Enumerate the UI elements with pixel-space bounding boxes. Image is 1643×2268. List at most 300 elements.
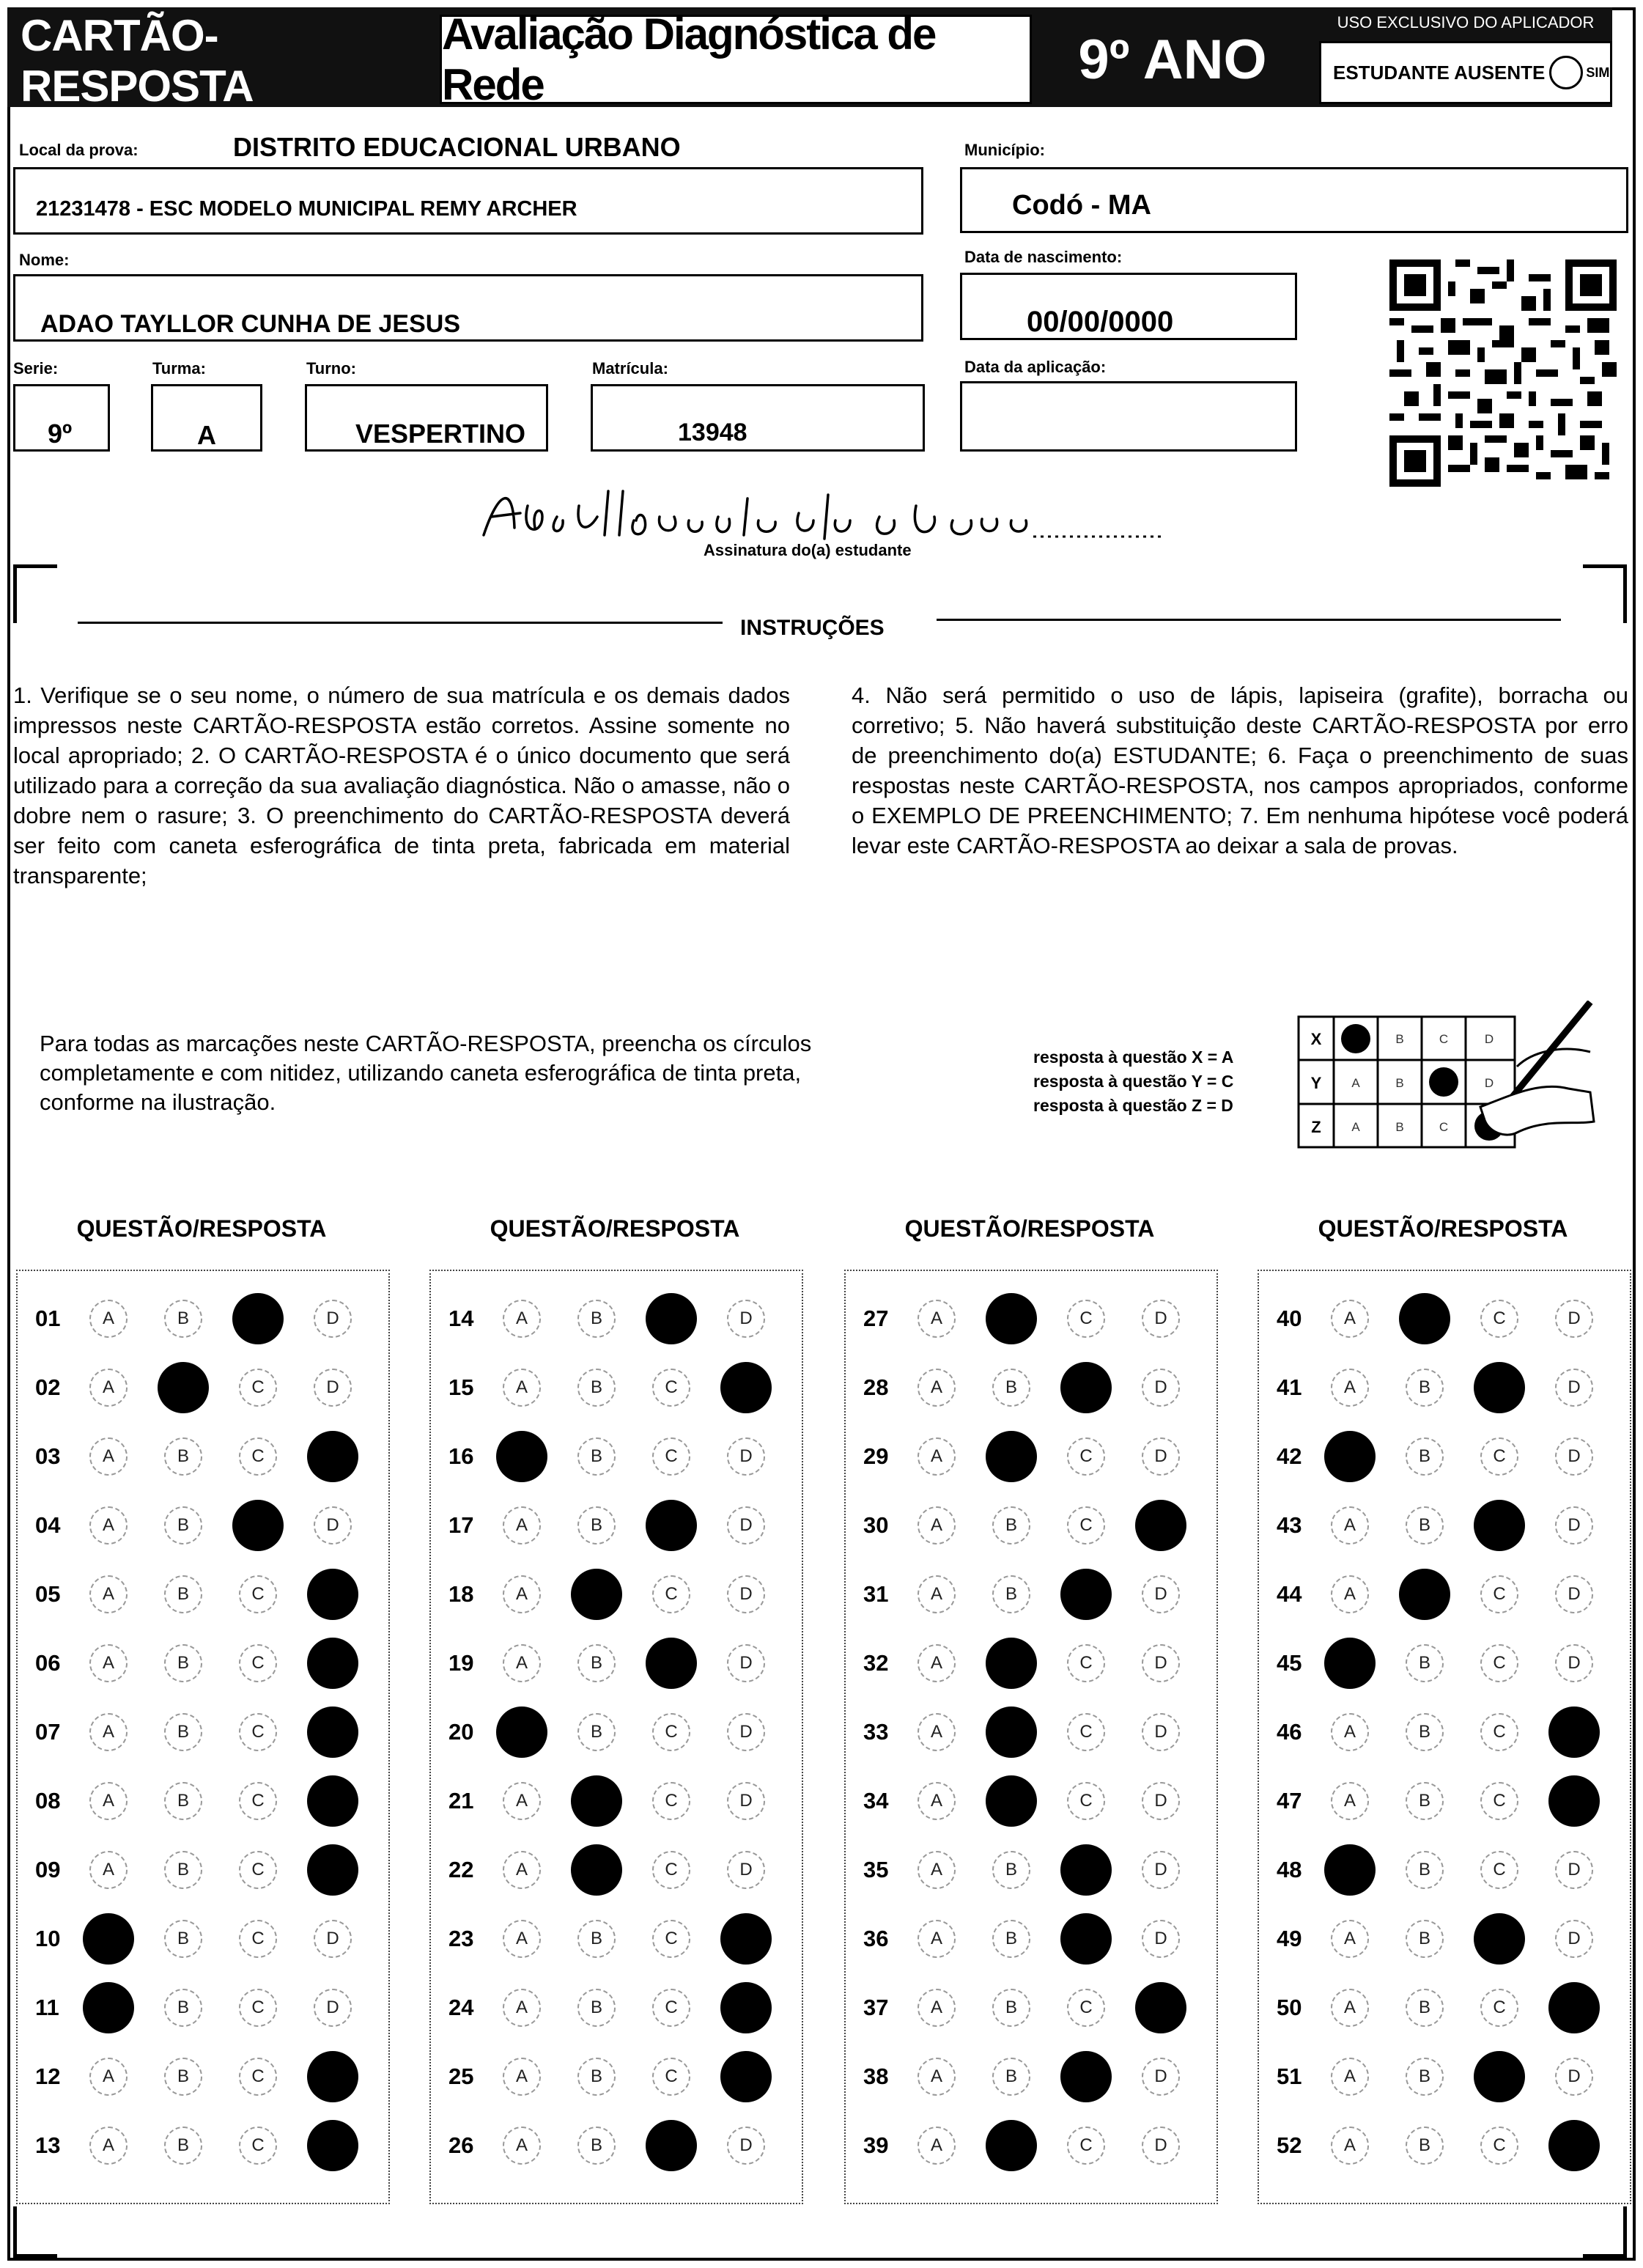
bubble-30-b[interactable]: B [992,1506,1030,1544]
bubble-12-c[interactable]: C [239,2058,277,2096]
question-number: 38 [863,2063,889,2089]
svg-text:B: B [1395,1076,1404,1090]
answer-row-06 [23,1629,388,1698]
bubble-31-c-filled[interactable] [1060,1569,1112,1620]
bubble-20-c[interactable]: C [652,1713,690,1751]
bubble-38-c-filled[interactable] [1060,2051,1112,2102]
bubble-16-d[interactable]: D [727,1437,765,1476]
bubble-01-c-filled[interactable] [232,1293,284,1344]
bubble-24-d-filled[interactable] [720,1982,772,2033]
question-number: 52 [1277,2132,1302,2158]
svg-text:A: A [1351,1076,1360,1090]
bubble-15-c[interactable]: C [652,1369,690,1407]
bubble-49-d[interactable]: D [1555,1920,1593,1958]
bubble-24-c[interactable]: C [652,1989,690,2027]
corner-bottom-left [13,2206,57,2258]
bubble-29-d[interactable]: D [1142,1437,1180,1476]
bubble-36-a[interactable]: A [918,1920,956,1958]
bubble-37-d-filled[interactable] [1135,1982,1186,2033]
bubble-25-a[interactable]: A [503,2058,541,2096]
question-number: 43 [1277,1512,1302,1538]
bubble-16-c[interactable]: C [652,1437,690,1476]
question-number: 06 [35,1650,61,1676]
bubble-09-d-filled[interactable] [307,1844,358,1896]
student-absent-bubble[interactable] [1549,56,1583,89]
bubble-20-a-filled[interactable] [496,1706,547,1758]
bubble-07-d-filled[interactable] [307,1706,358,1758]
answer-row-20 [437,1698,802,1767]
bubble-11-a-filled[interactable] [83,1982,134,2033]
bubble-05-d-filled[interactable] [307,1569,358,1620]
bubble-37-b[interactable]: B [992,1989,1030,2027]
bubble-11-b[interactable]: B [164,1989,202,2027]
bubble-27-d[interactable]: D [1142,1300,1180,1338]
bubble-31-a[interactable]: A [918,1575,956,1613]
answer-row-46 [1265,1698,1630,1767]
bubble-29-c[interactable]: C [1067,1437,1105,1476]
bubble-12-d-filled[interactable] [307,2051,358,2102]
bubble-33-a[interactable]: A [918,1713,956,1751]
bubble-18-c[interactable]: C [652,1575,690,1613]
answer-row-16 [437,1422,802,1491]
bubble-39-b-filled[interactable] [986,2120,1037,2171]
bubble-11-c[interactable]: C [239,1989,277,2027]
bubble-22-a[interactable]: A [503,1851,541,1889]
bubble-30-d-filled[interactable] [1135,1500,1186,1551]
bubble-14-b[interactable]: B [577,1300,616,1338]
bubble-08-a[interactable]: A [89,1782,128,1820]
bubble-48-d[interactable]: D [1555,1851,1593,1889]
bubble-21-d[interactable]: D [727,1782,765,1820]
bubble-04-c-filled[interactable] [232,1500,284,1551]
question-number: 21 [448,1788,474,1814]
bubble-05-b[interactable]: B [164,1575,202,1613]
bubble-43-d[interactable]: D [1555,1506,1593,1544]
bubble-23-b[interactable]: B [577,1920,616,1958]
bubble-07-b[interactable]: B [164,1713,202,1751]
bubble-07-c[interactable]: C [239,1713,277,1751]
bubble-27-a[interactable]: A [918,1300,956,1338]
bubble-34-d[interactable]: D [1142,1782,1180,1820]
bubble-13-c[interactable]: C [239,2127,277,2165]
answer-row-30 [852,1491,1216,1560]
nome-label: Nome: [19,251,70,269]
bubble-44-c[interactable]: C [1480,1575,1518,1613]
bubble-06-a[interactable]: A [89,1644,128,1682]
bubble-28-c-filled[interactable] [1060,1362,1112,1413]
answer-row-23 [437,1904,802,1973]
bubble-02-b-filled[interactable] [158,1362,209,1413]
question-number: 39 [863,2132,889,2158]
turma-box [151,384,262,452]
question-number: 08 [35,1788,61,1814]
bubble-03-b[interactable]: B [164,1437,202,1476]
bubble-23-a[interactable]: A [503,1920,541,1958]
answer-row-29 [852,1422,1216,1491]
example-z-label: Z [1311,1118,1321,1136]
bubble-42-d[interactable]: D [1555,1437,1593,1476]
bubble-08-c[interactable]: C [239,1782,277,1820]
question-number: 37 [863,1995,889,2020]
bubble-35-d[interactable]: D [1142,1851,1180,1889]
school-box [13,167,923,235]
bubble-20-d[interactable]: D [727,1713,765,1751]
bubble-39-c[interactable]: C [1067,2127,1105,2165]
bubble-22-d[interactable]: D [727,1851,765,1889]
bubble-33-d[interactable]: D [1142,1713,1180,1751]
bubble-42-a-filled[interactable] [1324,1431,1376,1482]
bubble-02-d[interactable]: D [314,1369,352,1407]
bubble-41-b[interactable]: B [1406,1369,1444,1407]
bubble-17-c-filled[interactable] [646,1500,697,1551]
bubble-14-d[interactable]: D [727,1300,765,1338]
answer-row-24 [437,1973,802,2042]
bubble-19-c-filled[interactable] [646,1638,697,1689]
bubble-14-c-filled[interactable] [646,1293,697,1344]
bubble-29-a[interactable]: A [918,1437,956,1476]
question-number: 12 [35,2063,61,2089]
local-label: Local da prova: [19,141,139,159]
bubble-15-a[interactable]: A [503,1369,541,1407]
bubble-38-d[interactable]: D [1142,2058,1180,2096]
bubble-20-b[interactable]: B [577,1713,616,1751]
signature-label: Assinatura do(a) estudante [704,541,912,559]
answer-row-14 [437,1284,802,1353]
bubble-01-a[interactable]: A [89,1300,128,1338]
bubble-39-a[interactable]: A [918,2127,956,2165]
answer-row-49 [1265,1904,1630,1973]
bubble-04-a[interactable]: A [89,1506,128,1544]
bubble-37-a[interactable]: A [918,1989,956,2027]
bubble-17-a[interactable]: A [503,1506,541,1544]
question-number: 41 [1277,1374,1302,1400]
grade-title: 9º ANO [1078,28,1267,91]
bubble-25-b[interactable]: B [577,2058,616,2096]
bubble-50-c[interactable]: C [1480,1989,1518,2027]
bubble-37-c[interactable]: C [1067,1989,1105,2027]
bubble-03-d-filled[interactable] [307,1431,358,1482]
bubble-48-c[interactable]: C [1480,1851,1518,1889]
bubble-13-a[interactable]: A [89,2127,128,2165]
answer-row-44 [1265,1560,1630,1629]
answer-row-39 [852,2111,1216,2180]
bubble-41-c-filled[interactable] [1474,1362,1525,1413]
turno-value: VESPERTINO [355,419,526,449]
bubble-01-b[interactable]: B [164,1300,202,1338]
bubble-43-b[interactable]: B [1406,1506,1444,1544]
bubble-51-a[interactable]: A [1331,2058,1369,2096]
bubble-12-a[interactable]: A [89,2058,128,2096]
bubble-06-c[interactable]: C [239,1644,277,1682]
bubble-09-a[interactable]: A [89,1851,128,1889]
bubble-52-c[interactable]: C [1480,2127,1518,2165]
instructions-rule-left [78,622,723,624]
student-absent-sim: SIM [1586,65,1610,80]
bubble-36-c-filled[interactable] [1060,1913,1112,1965]
bubble-43-c-filled[interactable] [1474,1500,1525,1551]
bubble-30-a[interactable]: A [918,1506,956,1544]
svg-text:C: C [1439,1032,1449,1046]
bubble-34-b-filled[interactable] [986,1775,1037,1827]
bubble-36-b[interactable]: B [992,1920,1030,1958]
bubble-17-d[interactable]: D [727,1506,765,1544]
question-number: 50 [1277,1995,1302,2020]
bubble-08-d-filled[interactable] [307,1775,358,1827]
bubble-40-a[interactable]: A [1331,1300,1369,1338]
bubble-14-a[interactable]: A [503,1300,541,1338]
question-number: 33 [863,1719,889,1745]
bubble-10-a-filled[interactable] [83,1913,134,1965]
bubble-02-c[interactable]: C [239,1369,277,1407]
bubble-28-d[interactable]: D [1142,1369,1180,1407]
bubble-18-b-filled[interactable] [571,1569,622,1620]
bubble-05-c[interactable]: C [239,1575,277,1613]
answer-row-32 [852,1629,1216,1698]
bubble-48-a-filled[interactable] [1324,1844,1376,1896]
bubble-09-b[interactable]: B [164,1851,202,1889]
nascimento-label: Data de nascimento: [964,248,1123,266]
instructions-title: INSTRUÇÕES [740,616,885,640]
bubble-46-c[interactable]: C [1480,1713,1518,1751]
bubble-18-a[interactable]: A [503,1575,541,1613]
bubble-43-a[interactable]: A [1331,1506,1369,1544]
bubble-44-b-filled[interactable] [1399,1569,1450,1620]
answer-row-52 [1265,2111,1630,2180]
bubble-36-d[interactable]: D [1142,1920,1180,1958]
bubble-34-c[interactable]: C [1067,1782,1105,1820]
bubble-35-c-filled[interactable] [1060,1844,1112,1896]
bubble-13-d-filled[interactable] [307,2120,358,2171]
svg-text:D: D [1484,1032,1494,1046]
bubble-34-a[interactable]: A [918,1782,956,1820]
bubble-10-d[interactable]: D [314,1920,352,1958]
bubble-01-d[interactable]: D [314,1300,352,1338]
bubble-19-d[interactable]: D [727,1644,765,1682]
bubble-35-b[interactable]: B [992,1851,1030,1889]
bubble-48-b[interactable]: B [1406,1851,1444,1889]
answer-row-08 [23,1767,388,1836]
bubble-46-a[interactable]: A [1331,1713,1369,1751]
bubble-52-b[interactable]: B [1406,2127,1444,2165]
answer-row-50 [1265,1973,1630,2042]
bubble-40-b-filled[interactable] [1399,1293,1450,1344]
bubble-50-d-filled[interactable] [1548,1982,1600,2033]
bubble-26-a[interactable]: A [503,2127,541,2165]
question-number: 20 [448,1719,474,1745]
question-number: 40 [1277,1306,1302,1331]
question-number: 42 [1277,1443,1302,1469]
bubble-05-a[interactable]: A [89,1575,128,1613]
bubble-04-b[interactable]: B [164,1506,202,1544]
column-title-4: QUESTÃO/RESPOSTA [1318,1215,1568,1242]
answer-row-42 [1265,1422,1630,1491]
question-number: 03 [35,1443,61,1469]
bubble-22-b-filled[interactable] [571,1844,622,1896]
example-illustration [1297,1001,1605,1156]
bubble-29-b-filled[interactable] [986,1431,1037,1482]
answer-row-22 [437,1836,802,1904]
bubble-28-a[interactable]: A [918,1369,956,1407]
bubble-32-c[interactable]: C [1067,1644,1105,1682]
bubble-47-b[interactable]: B [1406,1782,1444,1820]
bubble-19-b[interactable]: B [577,1644,616,1682]
bubble-12-b[interactable]: B [164,2058,202,2096]
answer-row-05 [23,1560,388,1629]
bubble-33-b-filled[interactable] [986,1706,1037,1758]
bubble-24-b[interactable]: B [577,1989,616,2027]
bubble-28-b[interactable]: B [992,1369,1030,1407]
applicator-use-label: USO EXCLUSIVO DO APLICADOR [1337,13,1595,32]
bubble-52-a[interactable]: A [1331,2127,1369,2165]
svg-text:D: D [1484,1076,1494,1090]
serie-box [13,384,110,452]
bubble-50-b[interactable]: B [1406,1989,1444,2027]
bubble-21-b-filled[interactable] [571,1775,622,1827]
corner-top-right [1583,564,1627,623]
bubble-38-b[interactable]: B [992,2058,1030,2096]
question-number: 10 [35,1926,61,1951]
answer-row-34 [852,1767,1216,1836]
question-number: 34 [863,1788,889,1814]
answer-row-25 [437,2042,802,2111]
bubble-41-a[interactable]: A [1331,1369,1369,1407]
bubble-24-a[interactable]: A [503,1989,541,2027]
bubble-26-d[interactable]: D [727,2127,765,2165]
svg-text:C: C [1439,1120,1449,1134]
bubble-47-c[interactable]: C [1480,1782,1518,1820]
bubble-45-c[interactable]: C [1480,1644,1518,1682]
bubble-32-b-filled[interactable] [986,1638,1037,1689]
bubble-26-c-filled[interactable] [646,2120,697,2171]
bubble-25-d-filled[interactable] [720,2051,772,2102]
bubble-51-b[interactable]: B [1406,2058,1444,2096]
bubble-21-a[interactable]: A [503,1782,541,1820]
bubble-16-a-filled[interactable] [496,1431,547,1482]
bubble-44-a[interactable]: A [1331,1575,1369,1613]
bubble-23-d-filled[interactable] [720,1913,772,1965]
question-number: 45 [1277,1650,1302,1676]
bubble-23-c[interactable]: C [652,1920,690,1958]
answer-row-17 [437,1491,802,1560]
instructions-right: 4. Não será permitido o uso de lápis, lapiseira (grafite), borracha ou corretivo; 5. Não haverá substituição deste CARTÃO-RESPOSTA por erro de preenchimento do(a) ESTUDANTE; 6. Faça o preenchimento de suas respostas neste CARTÃO-RESPOSTA, nos campos apropriados, conforme o EXEMPLO DE PREENCHIMENTO; 7. Em nenhuma hipótese você poderá levar este CARTÃO-RESPOSTA ao deixar a sala de provas. [852,682,1628,858]
bubble-27-b-filled[interactable] [986,1293,1037,1344]
question-number: 51 [1277,2063,1302,2089]
bubble-33-c[interactable]: C [1067,1713,1105,1751]
svg-text:B: B [1395,1032,1404,1046]
bubble-04-d[interactable]: D [314,1506,352,1544]
bubble-31-b[interactable]: B [992,1575,1030,1613]
answer-row-28 [852,1353,1216,1422]
bubble-09-c[interactable]: C [239,1851,277,1889]
bubble-51-c-filled[interactable] [1474,2051,1525,2102]
question-number: 04 [35,1512,61,1538]
bubble-50-a[interactable]: A [1331,1989,1369,2027]
question-number: 02 [35,1374,61,1400]
bubble-06-d-filled[interactable] [307,1638,358,1689]
bubble-30-c[interactable]: C [1067,1506,1105,1544]
example-text: Para todas as marcações neste CARTÃO-RESPOSTA, preencha os círculos completamente e com nitidez, utilizando caneta esferográfica de tinta preta, conforme na ilustração. [40,1031,812,1115]
bubble-42-b[interactable]: B [1406,1437,1444,1476]
question-number: 25 [448,2063,474,2089]
answer-row-04 [23,1491,388,1560]
bubble-25-c[interactable]: C [652,2058,690,2096]
bubble-52-d-filled[interactable] [1548,2120,1600,2171]
bubble-21-c[interactable]: C [652,1782,690,1820]
question-number: 49 [1277,1926,1302,1951]
bubble-15-b[interactable]: B [577,1369,616,1407]
bubble-15-d-filled[interactable] [720,1362,772,1413]
question-number: 30 [863,1512,889,1538]
bubble-49-c-filled[interactable] [1474,1913,1525,1965]
bubble-45-a-filled[interactable] [1324,1638,1376,1689]
bubble-03-c[interactable]: C [239,1437,277,1476]
answer-row-51 [1265,2042,1630,2111]
bubble-10-b[interactable]: B [164,1920,202,1958]
bubble-45-b[interactable]: B [1406,1644,1444,1682]
question-number: 05 [35,1581,61,1607]
bubble-41-d[interactable]: D [1555,1369,1593,1407]
question-number: 32 [863,1650,889,1676]
bubble-51-d[interactable]: D [1555,2058,1593,2096]
bubble-26-b[interactable]: B [577,2127,616,2165]
bubble-08-b[interactable]: B [164,1782,202,1820]
answer-row-36 [852,1904,1216,1973]
bubble-49-b[interactable]: B [1406,1920,1444,1958]
bubble-32-a[interactable]: A [918,1644,956,1682]
question-number: 09 [35,1857,61,1882]
serie-value: 9º [48,419,73,449]
bubble-35-a[interactable]: A [918,1851,956,1889]
bubble-38-a[interactable]: A [918,2058,956,2096]
bubble-47-a[interactable]: A [1331,1782,1369,1820]
bubble-11-d[interactable]: D [314,1989,352,2027]
bubble-49-a[interactable]: A [1331,1920,1369,1958]
bubble-46-d-filled[interactable] [1548,1706,1600,1758]
bubble-40-c[interactable]: C [1480,1300,1518,1338]
bubble-27-c[interactable]: C [1067,1300,1105,1338]
bubble-22-c[interactable]: C [652,1851,690,1889]
bubble-47-d-filled[interactable] [1548,1775,1600,1827]
question-number: 01 [35,1306,61,1331]
column-title-2: QUESTÃO/RESPOSTA [490,1215,740,1242]
bubble-16-b[interactable]: B [577,1437,616,1476]
bubble-18-d[interactable]: D [727,1575,765,1613]
bubble-07-a[interactable]: A [89,1713,128,1751]
bubble-42-c[interactable]: C [1480,1437,1518,1476]
column-title-1: QUESTÃO/RESPOSTA [76,1215,327,1242]
bubble-32-d[interactable]: D [1142,1644,1180,1682]
bubble-40-d[interactable]: D [1555,1300,1593,1338]
bubble-46-b[interactable]: B [1406,1713,1444,1751]
bubble-45-d[interactable]: D [1555,1644,1593,1682]
bubble-31-d[interactable]: D [1142,1575,1180,1613]
bubble-17-b[interactable]: B [577,1506,616,1544]
question-number: 15 [448,1374,474,1400]
card-title: CARTÃO-RESPOSTA [21,11,254,111]
bubble-44-d[interactable]: D [1555,1575,1593,1613]
bubble-13-b[interactable]: B [164,2127,202,2165]
bubble-39-d[interactable]: D [1142,2127,1180,2165]
bubble-02-a[interactable]: A [89,1369,128,1407]
turma-value: A [197,420,216,450]
bubble-03-a[interactable]: A [89,1437,128,1476]
bubble-06-b[interactable]: B [164,1644,202,1682]
question-number: 13 [35,2132,61,2158]
answer-row-45 [1265,1629,1630,1698]
bubble-19-a[interactable]: A [503,1644,541,1682]
bubble-10-c[interactable]: C [239,1920,277,1958]
answer-row-09 [23,1836,388,1904]
